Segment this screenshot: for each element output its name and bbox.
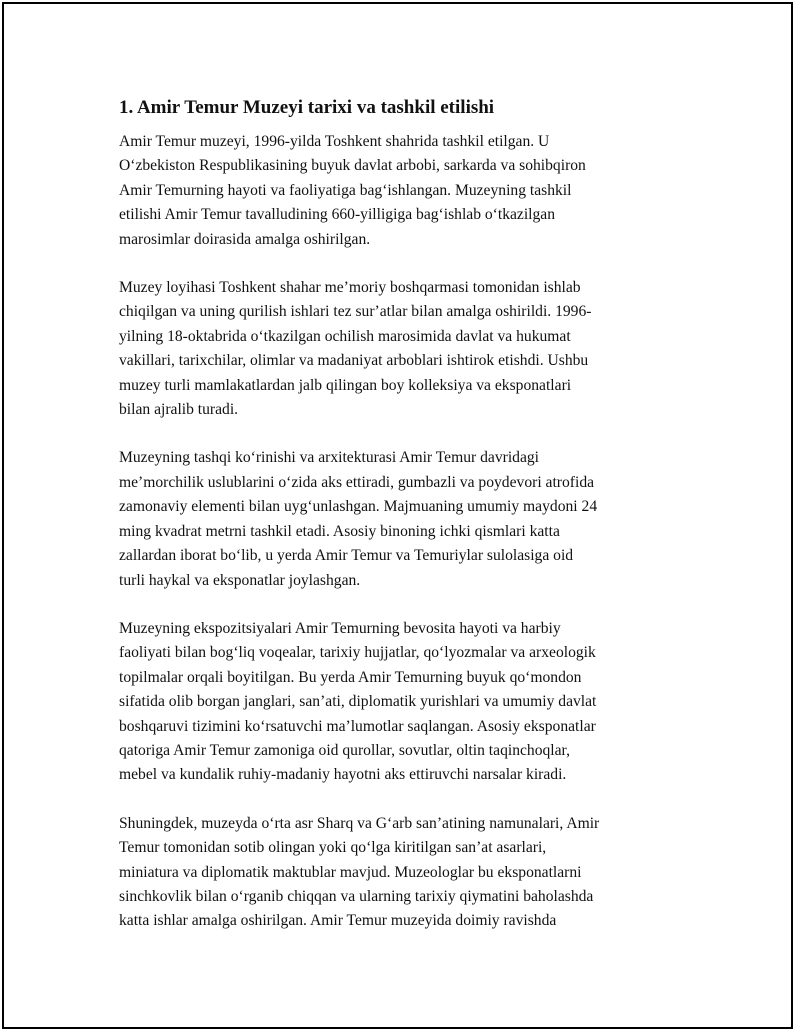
- paragraph-5: [119, 812, 693, 934]
- text-line: muzey turli mamlakatlardan jalb qilingan boy kolleksiya va eksponatlari: [119, 376, 572, 394]
- text-line: sifatida olib borgan janglari, sanʼati, diplomatik yurishlari va umumiy davlat: [119, 693, 597, 711]
- text-line: ming kvadrat metrni tashkil etadi. Asosiy binoning ichki qismlari katta: [119, 522, 560, 540]
- text-line: Shuningdek, muzeyda oʻrta asr Sharq va Gʻarb sanʼatining namunalari, Amir: [119, 814, 600, 832]
- text-line: Amir Temurning hayoti va faoliyatiga bagʻishlangan. Muzeyning tashkil: [119, 181, 572, 199]
- text-line: mebel va kundalik ruhiy-madaniy hayotni aks ettiruvchi narsalar kiradi.: [119, 766, 567, 784]
- document-body: [119, 96, 693, 958]
- text-line: bilan ajralib turadi.: [119, 401, 239, 419]
- text-line: etilishi Amir Temur tavalludining 660-yilligiga bagʻishlab oʻtkazilgan: [119, 206, 556, 224]
- paragraph-2: [119, 276, 693, 422]
- text-line: Temur tomonidan sotib olingan yoki qoʻlga kiritilgan sanʼat asarlari,: [119, 839, 547, 857]
- text-line: chiqilgan va uning qurilish ishlari tez surʼatlar bilan amalga oshirildi. 1996-: [119, 303, 592, 321]
- text-line: turli haykal va eksponatlar joylashgan.: [119, 571, 361, 589]
- text-line: Muzeyning tashqi koʻrinishi va arxitekturasi Amir Temur davridagi: [119, 449, 539, 467]
- text-line: sinchkovlik bilan oʻrganib chiqqan va ularning tarixiy qiymatini baholashda: [119, 887, 594, 905]
- text-line: marosimlar doirasida amalga oshirilgan.: [119, 230, 371, 248]
- text-line: qatoriga Amir Temur zamoniga oid qurollar, sovutlar, oltin taqinchoqlar,: [119, 741, 571, 759]
- text-line: Muzeyning ekspozitsiyalari Amir Temurning bevosita hayoti va harbiy: [119, 619, 561, 637]
- text-line: miniatura va diplomatik maktublar mavjud. Muzeologlar bu eksponatlarni: [119, 863, 582, 881]
- text-line: boshqaruvi tizimini koʻrsatuvchi maʼlumotlar saqlangan. Asosiy eksponatlar: [119, 717, 596, 735]
- section-heading: 1. Amir Temur Muzeyi tarixi va tashkil etilishi: [119, 97, 495, 118]
- text-line: meʼmorchilik uslublarini oʻzida aks ettiradi, gumbazli va poydevori atrofida: [119, 473, 595, 491]
- text-line: topilmalar orqali boyitilgan. Bu yerda Amir Temurning buyuk qoʻmondon: [119, 668, 582, 686]
- text-line: zallardan iborat boʻlib, u yerda Amir Temur va Temuriylar sulolasiga oid: [119, 547, 574, 565]
- text-line: katta ishlar amalga oshirilgan. Amir Temur muzeyida doimiy ravishda: [119, 912, 557, 930]
- text-line: Oʻzbekiston Respublikasining buyuk davlat arbobi, sarkarda va sohibqiron: [119, 157, 586, 175]
- paragraph-3: [119, 446, 693, 592]
- text-line: Muzey loyihasi Toshkent shahar meʼmoriy boshqarmasi tomonidan ishlab: [119, 279, 581, 297]
- text-line: Amir Temur muzeyi, 1996-yilda Toshkent shahrida tashkil etilgan. U: [119, 133, 550, 150]
- paragraph-4: [119, 617, 693, 788]
- text-line: faoliyati bilan bogʻliq voqealar, tarixiy hujjatlar, qoʻlyozmalar va arxeologik: [119, 644, 596, 662]
- text-line: yilning 18-oktabrida oʻtkazilgan ochilish marosimida davlat va hukumat: [119, 327, 571, 345]
- paragraph-1: [119, 130, 693, 252]
- text-line: zamonaviy elementi bilan uygʻunlashgan. Majmuaning umumiy maydoni 24: [119, 498, 598, 516]
- text-line: vakillari, tarixchilar, olimlar va madaniyat arboblari ishtirok etishdi. Ushbu: [119, 352, 589, 370]
